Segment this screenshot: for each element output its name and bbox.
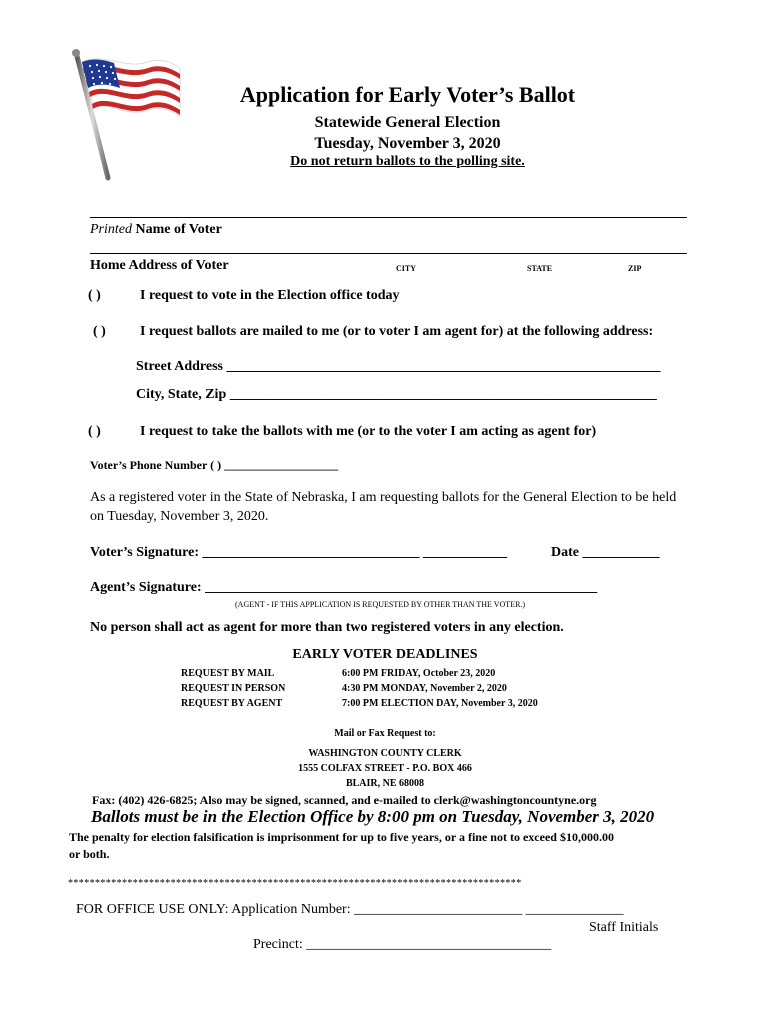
deadline-agent-label: REQUEST BY AGENT <box>181 698 283 709</box>
staff-initials-label: Staff Initials <box>589 920 659 935</box>
agent-warning: No person shall act as agent for more than two registered voters in any election. <box>90 620 564 635</box>
polling-notice: Do not return ballots to the polling site. <box>290 154 525 169</box>
option3-checkbox[interactable]: ( ) <box>88 424 101 439</box>
agent-note: (AGENT - IF THIS APPLICATION IS REQUESTED BY OTHER THAN THE VOTER.) <box>235 600 526 609</box>
zip-label: ZIP <box>628 264 642 273</box>
clerk-street: 1555 COLFAX STREET - P.O. BOX 466 <box>298 763 472 774</box>
deadline-person-value: 4:30 PM MONDAY, November 2, 2020 <box>342 683 507 694</box>
form-title: Application for Early Voter’s Ballot <box>239 82 576 107</box>
clerk-name: WASHINGTON COUNTY CLERK <box>308 748 462 759</box>
voter-signature-field[interactable]: Voter’s Signature: _______________________________ ____________ <box>90 545 508 560</box>
city-label: CITY <box>396 264 417 273</box>
printed-word: Printed <box>90 222 132 237</box>
deadline-mail-value: 6:00 PM FRIDAY, October 23, 2020 <box>342 668 496 679</box>
name-line[interactable] <box>90 217 687 218</box>
deadline-mail-label: REQUEST BY MAIL <box>181 668 275 679</box>
option1-label: I request to vote in the Election office today <box>140 288 400 303</box>
fax-email-line: Fax: (402) 426-6825; Also may be signed, scanned, and e-mailed to clerk@washingtoncountyne.org <box>92 793 597 807</box>
election-date: Tuesday, November 3, 2020 <box>314 135 501 152</box>
election-name: Statewide General Election <box>314 114 501 131</box>
option2-label: I request ballots are mailed to me (or to voter I am agent for) at the following address: <box>140 324 654 339</box>
penalty-line1: The penalty for election falsification is imprisonment for up to five years, or a fine not to exceed $10,000.00 <box>69 830 614 844</box>
address-line[interactable] <box>90 253 687 254</box>
agent-signature-field[interactable]: Agent’s Signature: ________________________________________________________ <box>90 580 598 595</box>
name-label <box>90 222 222 238</box>
option1-checkbox[interactable]: ( ) <box>88 288 101 303</box>
precinct-field[interactable]: Precinct: ___________________________________ <box>253 937 552 952</box>
date-field[interactable]: Date ___________ <box>551 545 660 560</box>
clerk-city: BLAIR, NE 68008 <box>345 778 425 789</box>
name-of-voter: Name of Voter <box>132 222 222 237</box>
option2-checkbox[interactable]: ( ) <box>93 324 106 339</box>
deadline-agent-value: 7:00 PM ELECTION DAY, November 3, 2020 <box>342 698 538 709</box>
application-number-field[interactable]: FOR OFFICE USE ONLY: Application Number: ________________________ ______________ <box>76 902 624 917</box>
address-label: Home Address of Voter <box>90 258 229 273</box>
star-divider: ************************************************************************************ <box>68 878 522 889</box>
mail-heading: Mail or Fax Request to: <box>334 728 436 739</box>
declaration-line1: As a registered voter in the State of Nebraska, I am requesting ballots for the General Election to be held <box>90 490 677 505</box>
street-address-field[interactable]: Street Address ______________________________________________________________ <box>136 359 661 374</box>
city-state-zip-field[interactable]: City, State, Zip _____________________________________________________________ <box>136 387 657 402</box>
declaration-line2: on Tuesday, November 3, 2020. <box>90 509 269 524</box>
deadlines-title: EARLY VOTER DEADLINES <box>292 647 478 662</box>
option3-label: I request to take the ballots with me (or to the voter I am acting as agent for) <box>140 424 597 439</box>
deadline-person-label: REQUEST IN PERSON <box>181 683 286 694</box>
phone-field[interactable]: Voter’s Phone Number ( ) ___________________ <box>90 458 339 472</box>
penalty-line2: or both. <box>69 847 110 861</box>
ballot-deadline-notice: Ballots must be in the Election Office by 8:00 pm on Tuesday, November 3, 2020 <box>91 807 655 826</box>
state-label: STATE <box>527 264 553 273</box>
